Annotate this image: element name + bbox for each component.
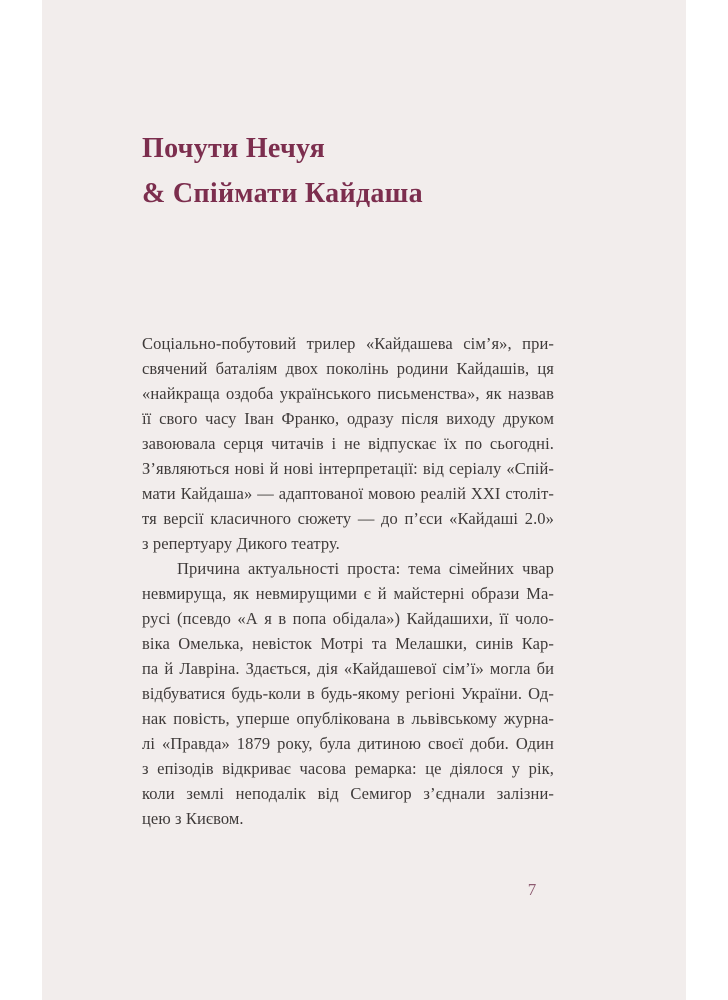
- text-line: «найкраща оздоба українського письменства», як назвав: [142, 384, 554, 403]
- text-line: свячений баталіям двох поколінь родини Кайдашів, ця: [142, 359, 554, 378]
- chapter-title-line: Почути Нечуя: [142, 133, 326, 164]
- text-line: лі «Правда» 1879 року, була дитиною своєї доби. Один: [142, 734, 554, 753]
- text-line: коли землі неподалік від Семигор з’єднали залізни-: [142, 784, 554, 803]
- text-line: віка Омелька, невісток Мотрі та Мелашки, синів Кар-: [142, 634, 554, 653]
- text-line: нак повість, уперше опублікована в львівському журна-: [142, 709, 554, 728]
- text-line: мати Кайдаша» — адаптованої мовою реалій XXI століт-: [142, 484, 554, 503]
- text-line: цею з Києвом.: [142, 809, 244, 828]
- chapter-title-line: & Спіймати Кайдаша: [142, 178, 423, 209]
- text-line: Соціально-побутовий трилер «Кайдашева сім’я», при-: [142, 334, 554, 353]
- text-line: Причина актуальності проста: тема сімейних чвар: [177, 559, 554, 578]
- text-line: її свого часу Іван Франко, одразу після виходу друком: [142, 409, 554, 428]
- text-line: тя версії класичного сюжету — до п’єси «Кайдаші 2.0»: [142, 509, 554, 528]
- text-line: З’являються нові й нові інтерпретації: від серіалу «Спій-: [142, 459, 554, 478]
- text-line: з епізодів відкриває часова ремарка: це діялося у рік,: [142, 759, 554, 778]
- book-page: [42, 0, 686, 1000]
- text-line: завоювала серця читачів і не відпускає їх по сьогодні.: [142, 434, 554, 453]
- chapter-title: [142, 126, 582, 216]
- text-line: па й Лавріна. Здається, дія «Кайдашевої сім’ї» могла би: [142, 659, 554, 678]
- body-paragraph: [142, 556, 554, 831]
- body-paragraph: [142, 331, 554, 556]
- body-text: [142, 331, 554, 831]
- page-number: 7: [527, 880, 537, 899]
- text-line: невмируща, як невмирущими є й майстерні образи Ма-: [142, 584, 554, 603]
- text-line: відбуватися будь-коли в будь-якому регіоні України. Од-: [142, 684, 554, 703]
- text-line: русі (псевдо «А я в попа обідала») Кайдашихи, її чоло-: [142, 609, 554, 628]
- text-line: з репертуару Дикого театру.: [142, 534, 340, 553]
